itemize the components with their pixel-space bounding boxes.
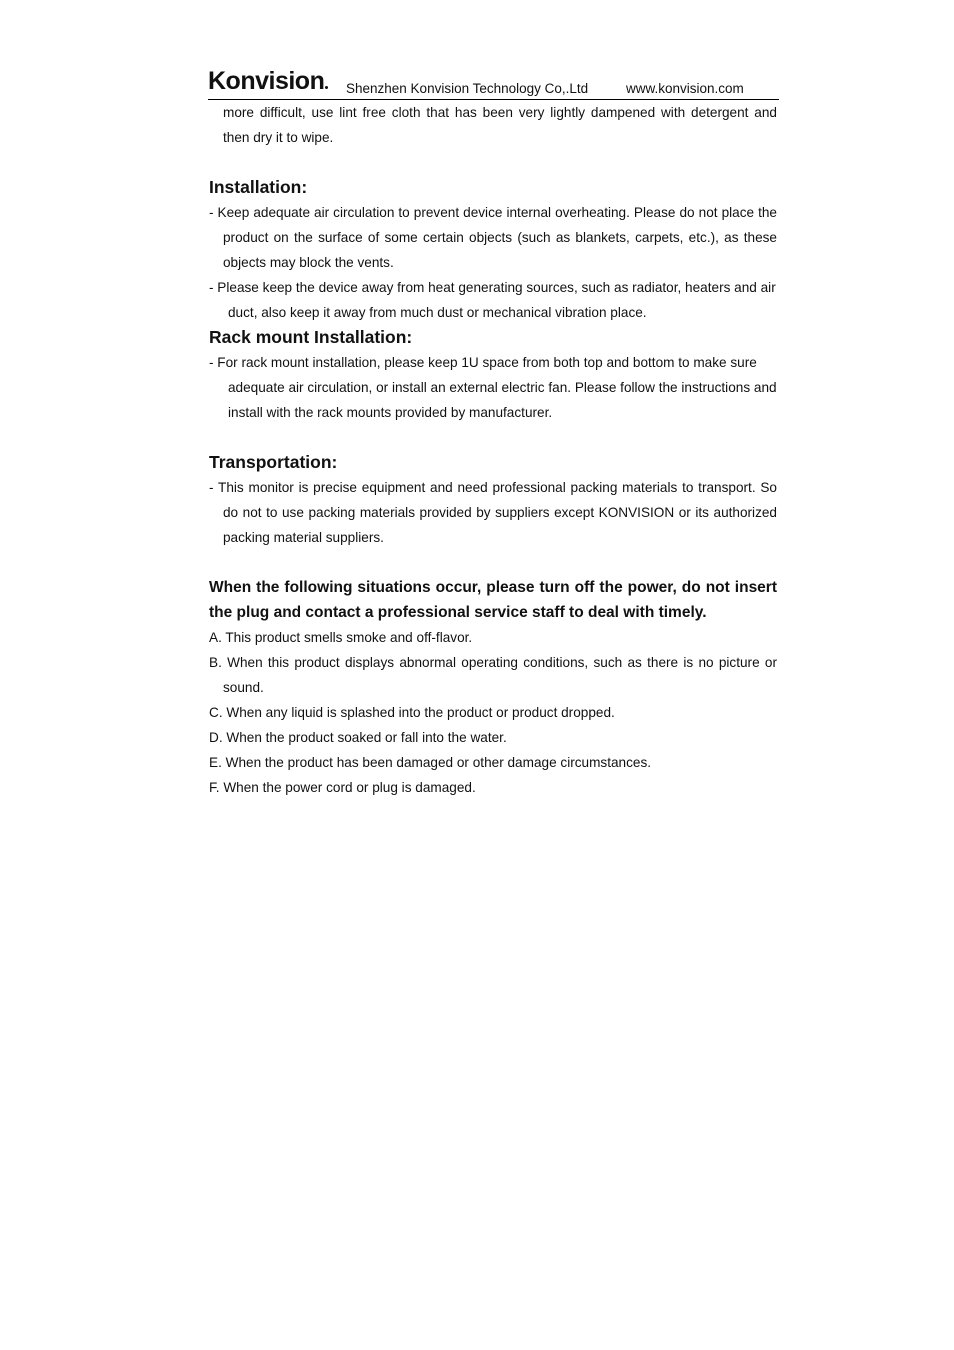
warning-item: D. When the product soaked or fall into the water. bbox=[209, 730, 507, 745]
intro-continuation: more difficult, use lint free cloth that has been very lightly dampened with detergent and then dry it to wipe. bbox=[223, 105, 777, 145]
warning-heading: When the following situations occur, please turn off the power, do not insert the plug and contact a professional service staff to deal with timely. bbox=[209, 579, 777, 621]
rack-mount-item: - For rack mount installation, please keep 1U space from both top and bottom to make sure adequate air circulation, or install an external electric fan. Please follow the instructions and install with the rack mounts provided by manufacturer. bbox=[209, 355, 777, 420]
page-header bbox=[208, 66, 779, 100]
spacer bbox=[209, 425, 777, 450]
warning-item: A. This product smells smoke and off-flavor. bbox=[209, 630, 473, 645]
company-name: Shenzhen Konvision Technology Co,.Ltd bbox=[346, 81, 589, 96]
konvision-logo bbox=[208, 66, 328, 96]
installation-item: - Keep adequate air circulation to prevent device internal overheating. Please do not place the product on the surface of some certain objects (such as blankets, carpets, etc.), as these objects may block the vents. bbox=[209, 205, 777, 270]
logo-dot bbox=[325, 86, 328, 89]
transportation-heading: Transportation: bbox=[209, 452, 338, 472]
main-content bbox=[209, 100, 777, 800]
website-url: www.konvision.com bbox=[626, 81, 744, 96]
logo-text: Konvision bbox=[208, 67, 325, 95]
transportation-item: - This monitor is precise equipment and need professional packing materials to transport. So do not to use packing materials provided by suppliers except KONVISION or its authorized packing material suppliers. bbox=[209, 480, 777, 545]
spacer bbox=[209, 550, 777, 575]
warning-item: B. When this product displays abnormal operating conditions, such as there is no picture or sound. bbox=[209, 655, 777, 695]
installation-item: - Please keep the device away from heat generating sources, such as radiator, heaters and air duct, also keep it away from much dust or mechanical vibration place. bbox=[209, 280, 776, 320]
warning-item: F. When the power cord or plug is damaged. bbox=[209, 780, 476, 795]
warning-item: C. When any liquid is splashed into the product or product dropped. bbox=[209, 705, 615, 720]
warning-item: E. When the product has been damaged or other damage circumstances. bbox=[209, 755, 652, 770]
rack-mount-heading: Rack mount Installation: bbox=[209, 327, 413, 347]
installation-heading: Installation: bbox=[209, 177, 308, 197]
spacer bbox=[209, 150, 777, 175]
